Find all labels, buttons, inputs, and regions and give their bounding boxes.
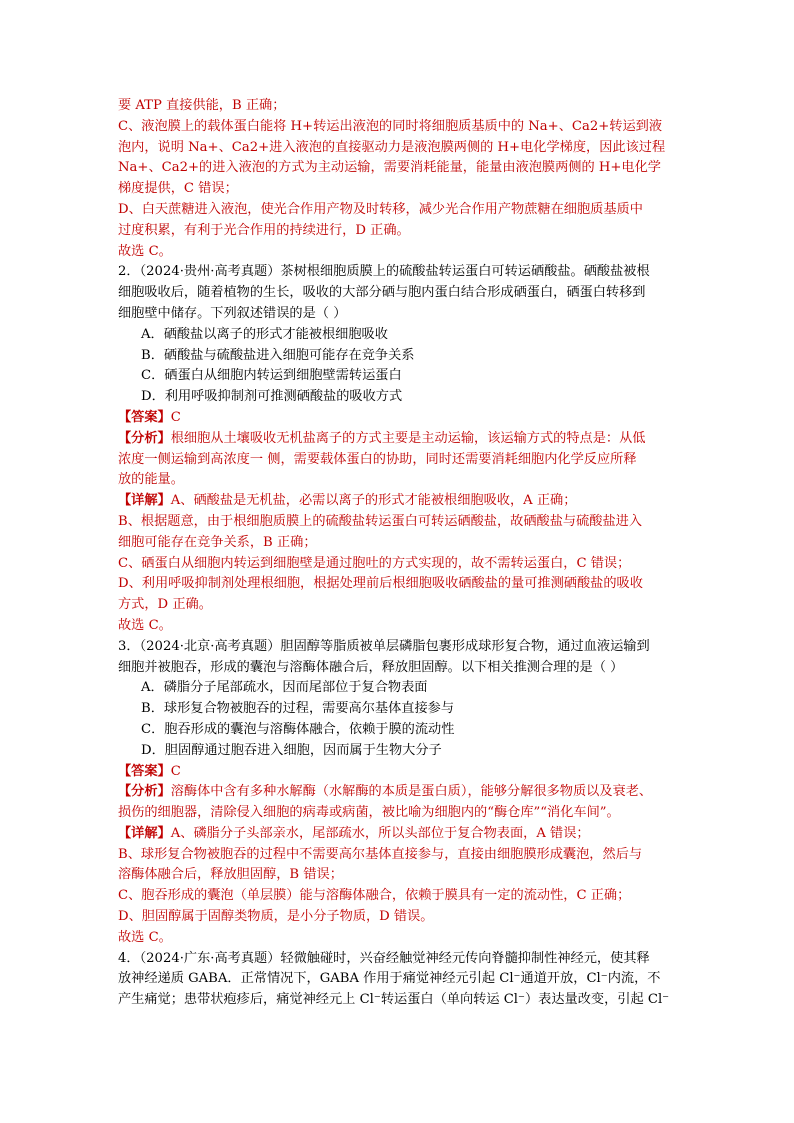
text-line	[118, 387, 683, 408]
document-page	[118, 96, 683, 1011]
text-line	[118, 949, 683, 970]
line-text: D、白天蔗糖进入液泡，使光合作用产物及时转移，减少光合作用产物蔗糖在细胞质基质中	[118, 201, 643, 217]
text-line	[118, 470, 683, 491]
text-line	[118, 346, 683, 367]
text-line	[118, 158, 683, 179]
section-label: 【详解】	[118, 493, 171, 509]
line-text: 4．（2024·广东·高考真题）轻微触碰时，兴奋经触觉神经元传向脊髓抑制性神经元，使其释	[118, 950, 650, 966]
text-line	[118, 450, 683, 471]
line-text: 放神经递质 GABA．正常情况下，GABA 作用于痛觉神经元引起 Cl⁻通道开放，Cl⁻内流，不	[118, 971, 661, 987]
text-line	[118, 595, 683, 616]
line-text: 损伤的细胞器，清除侵入细胞的病毒或病菌，被比喻为细胞内的“酶仓库”“消化车间”。	[118, 805, 620, 821]
line-text: 细胞可能存在竞争关系，B 正确；	[118, 534, 317, 550]
line-text: 故选 C。	[118, 929, 172, 945]
line-text: 浓度一侧运输到高浓度一 侧，需要载体蛋白的协助，同时还需要消耗细胞内化学反应所释	[118, 451, 637, 467]
text-line	[118, 824, 683, 845]
section-label: 【详解】	[118, 825, 171, 841]
text-line	[118, 408, 683, 429]
line-text: 溶酶体融合后，释放胆固醇，B 错误；	[118, 867, 343, 883]
text-line	[118, 616, 683, 637]
line-text: 故选 C。	[118, 243, 172, 259]
text-line	[118, 928, 683, 949]
line-text: D、胆固醇属于固醇类物质，是小分子物质，D 错误。	[118, 909, 434, 925]
line-text: 细胞壁中储存。下列叙述错误的是（ ）	[118, 305, 347, 321]
line-text: B．硒酸盐与硫酸盐进入细胞可能存在竞争关系	[141, 347, 415, 363]
text-line	[118, 221, 683, 242]
text-line	[118, 138, 683, 159]
text-line	[118, 990, 683, 1011]
text-line	[118, 762, 683, 783]
line-text: C	[170, 763, 181, 779]
line-text: 2．（2024·贵州·高考真题）茶树根细胞质膜上的硫酸盐转运蛋白可转运硒酸盐。硒酸盐被根	[118, 264, 650, 280]
line-text: 过度积累，有利于光合作用的持续进行，D 正确。	[118, 222, 410, 238]
text-line	[118, 304, 683, 325]
line-text: B．球形复合物被胞吞的过程，需要高尔基体直接参与	[141, 701, 455, 717]
line-text: C．硒蛋白从细胞内转运到细胞壁需转运蛋白	[141, 368, 402, 384]
text-line	[118, 803, 683, 824]
text-line	[118, 533, 683, 554]
section-label: 【答案】	[118, 763, 171, 779]
line-text: B、球形复合物被胞吞的过程中不需要高尔基体直接参与，直接由细胞膜形成囊泡，然后与	[118, 846, 642, 862]
line-text: 细胞吸收后，随着植物的生长，吸收的大部分硒与胞内蛋白结合形成硒蛋白，硒蛋白转移到	[118, 285, 646, 301]
text-line	[118, 969, 683, 990]
line-text: 梯度提供，C 错误；	[118, 181, 238, 197]
line-text: C、胞吞形成的囊泡（单层膜）能与溶酶体融合，依赖于膜具有一定的流动性，C 正确；	[118, 888, 631, 904]
text-line	[118, 325, 683, 346]
text-line	[118, 366, 683, 387]
line-text: D．胆固醇通过胞吞进入细胞，因而属于生物大分子	[141, 742, 442, 758]
line-text: 3．（2024·北京·高考真题）胆固醇等脂质被单层磷脂包裹形成球形复合物，通过血液运输到	[118, 638, 650, 654]
text-line	[118, 179, 683, 200]
text-line	[118, 283, 683, 304]
text-line	[118, 574, 683, 595]
line-text: 方式，D 正确。	[118, 597, 212, 613]
section-label: 【分析】	[118, 784, 171, 800]
line-text: C、液泡膜上的载体蛋白能将 H+转运出液泡的同时将细胞质基质中的 Na+、Ca2+转运到液	[118, 118, 663, 134]
text-line	[118, 637, 683, 658]
text-line	[118, 907, 683, 928]
text-line	[118, 200, 683, 221]
line-text: 产生痛觉；患带状疱疹后，痛觉神经元上 Cl⁻转运蛋白（单向转运 Cl⁻）表达量改变，引起 Cl⁻	[118, 992, 670, 1008]
line-text: 根细胞从土壤吸收无机盐离子的方式主要是主动运输，该运输方式的特点是：从低	[170, 430, 646, 446]
text-line	[118, 678, 683, 699]
line-text: A．磷脂分子尾部疏水，因而尾部位于复合物表面	[141, 680, 428, 696]
text-line	[118, 845, 683, 866]
line-text: C	[170, 409, 181, 425]
text-line	[118, 865, 683, 886]
line-text: C．胞吞形成的囊泡与溶酶体融合，依赖于膜的流动性	[141, 721, 455, 737]
text-line	[118, 262, 683, 283]
text-line	[118, 554, 683, 575]
line-text: D、利用呼吸抑制剂处理根细胞，根据处理前后根细胞吸收硒酸盐的量可推测硒酸盐的吸收	[118, 576, 643, 592]
line-text: 放的能量。	[118, 472, 184, 488]
text-line	[118, 886, 683, 907]
text-line	[118, 741, 683, 762]
line-text: Na+、Ca2+的进入液泡的方式为主动运输，需要消耗能量，能量由液泡膜两侧的 H+电化学	[118, 160, 661, 176]
text-line	[118, 96, 683, 117]
text-line	[118, 699, 683, 720]
line-text: 溶酶体中含有多种水解酶（水解酶的本质是蛋白质），能够分解很多物质以及衰老、	[170, 784, 653, 800]
line-text: A、硒酸盐是无机盐，必需以离子的形式才能被根细胞吸收，A 正确；	[170, 493, 577, 509]
line-text: D．利用呼吸抑制剂可推测硒酸盐的吸收方式	[141, 389, 403, 405]
line-text: 泡内，说明 Na+、Ca2+进入液泡的直接驱动力是液泡膜两侧的 H+电化学梯度，因此该过程	[118, 139, 666, 155]
line-text: A、磷脂分子头部亲水，尾部疏水，所以头部位于复合物表面，A 错误；	[170, 825, 590, 841]
text-line	[118, 782, 683, 803]
section-label: 【分析】	[118, 430, 171, 446]
text-line	[118, 429, 683, 450]
text-line	[118, 117, 683, 138]
text-line	[118, 512, 683, 533]
line-text: 要 ATP 直接供能，B 正确；	[118, 98, 286, 113]
text-line	[118, 242, 683, 263]
line-text: B、根据题意，由于根细胞质膜上的硫酸盐转运蛋白可转运硒酸盐，故硒酸盐与硫酸盐进入	[118, 513, 642, 529]
text-line	[118, 658, 683, 679]
line-text: C、硒蛋白从细胞内转运到细胞壁是通过胞吐的方式实现的，故不需转运蛋白，C 错误；	[118, 555, 631, 571]
section-label: 【答案】	[118, 409, 171, 425]
line-text: A．硒酸盐以离子的形式才能被根细胞吸收	[141, 326, 388, 342]
line-text: 故选 C。	[118, 617, 172, 633]
text-line	[118, 491, 683, 512]
line-text: 细胞并被胞吞，形成的囊泡与溶酶体融合后，释放胆固醇。以下相关推测合理的是（ ）	[118, 659, 624, 675]
text-line	[118, 720, 683, 741]
